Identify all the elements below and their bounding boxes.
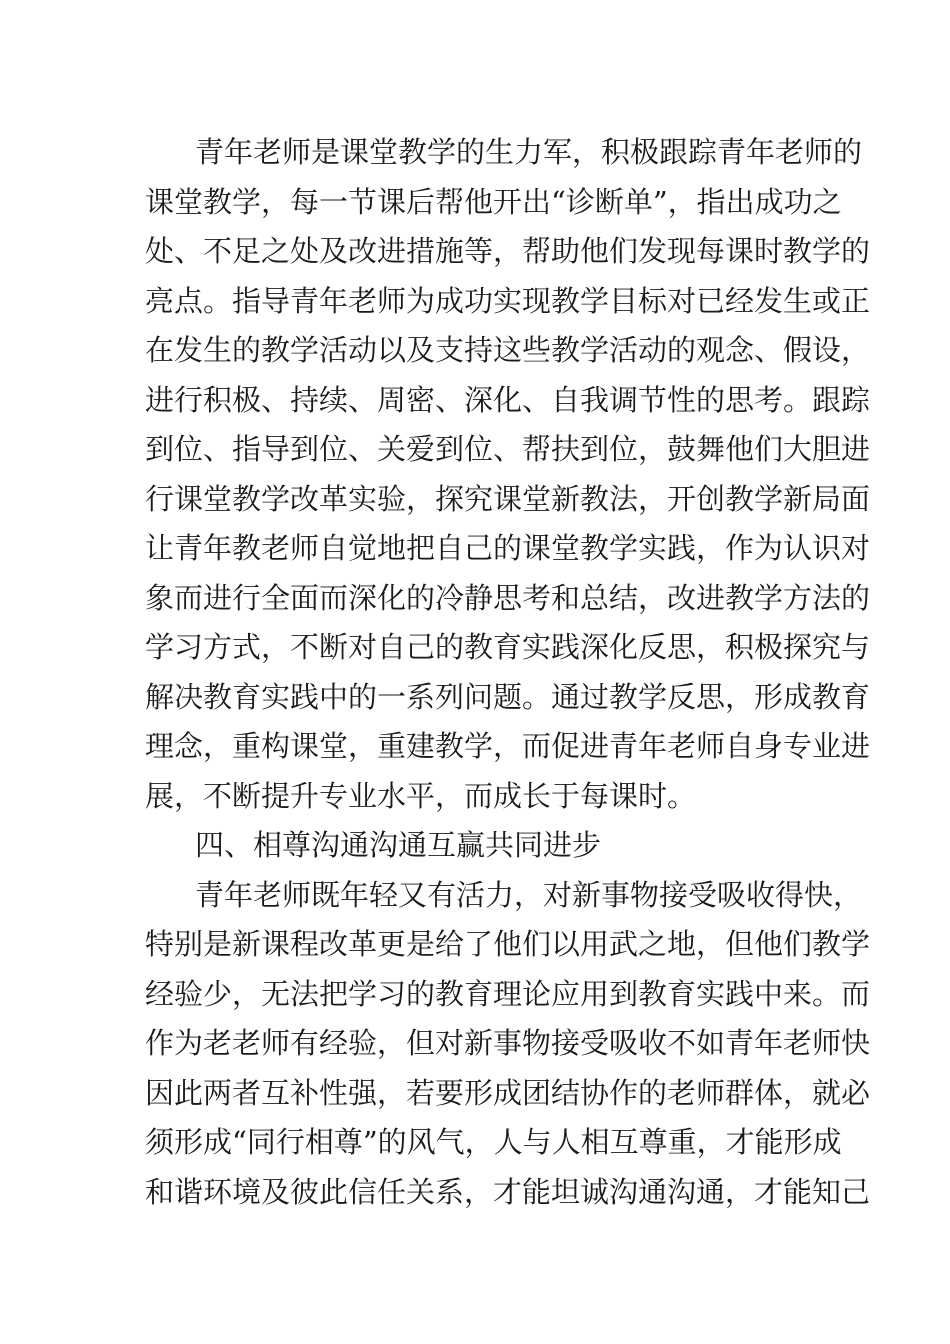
- paragraph-line: 让青年教老师自觉地把自己的课堂教学实践，作为认识对: [145, 531, 871, 565]
- paragraph-line: 处、不足之处及改进措施等，帮助他们发现每课时教学的: [145, 234, 871, 268]
- paragraph-line: 因此两者互补性强，若要形成团结协作的老师群体，就必: [145, 1076, 871, 1110]
- paragraph-line: 理念，重构课堂，重建教学，而促进青年老师自身专业进: [145, 729, 871, 763]
- paragraph-line: 到位、指导到位、关爱到位、帮扶到位，鼓舞他们大胆进: [145, 432, 871, 466]
- paragraph-line: 课堂教学，每一节课后帮他开出“诊断单”，指出成功之: [145, 185, 842, 219]
- paragraph-line: 解决教育实践中的一系列问题。通过教学反思，形成教育: [145, 680, 871, 714]
- paragraph-line: 行课堂教学改革实验，探究课堂新教法，开创教学新局面: [145, 482, 871, 516]
- paragraph-line: 特别是新课程改革更是给了他们以用武之地，但他们教学: [145, 927, 871, 961]
- paragraph-line: 象而进行全面而深化的冷静思考和总结，改进教学方法的: [145, 581, 871, 615]
- paragraph-line: 经验少，无法把学习的教育理论应用到教育实践中来。而: [145, 977, 871, 1011]
- paragraph-line: 学习方式，不断对自己的教育实践深化反思，积极探究与: [145, 630, 871, 664]
- paragraph-line: 须形成“同行相尊”的风气，人与人相互尊重，才能形成: [145, 1125, 842, 1159]
- paragraph-line: 作为老老师有经验，但对新事物接受吸收不如青年老师快: [145, 1026, 871, 1060]
- paragraph-line: 亮点。指导青年老师为成功实现教学目标对已经发生或正: [145, 284, 871, 318]
- paragraph-line: 展，不断提升专业水平，而成长于每课时。: [145, 779, 697, 813]
- paragraph-line: 进行积极、持续、周密、深化、自我调节性的思考。跟踪: [145, 383, 871, 417]
- paragraph-line: 和谐环境及彼此信任关系，才能坦诚沟通沟通，才能知己: [145, 1175, 871, 1209]
- paragraph-line: 青年老师是课堂教学的生力军，积极跟踪青年老师的: [195, 135, 863, 169]
- paragraph-line: 在发生的教学活动以及支持这些教学活动的观念、假设，: [145, 333, 871, 367]
- section-heading: 四、相尊沟通沟通互赢共同进步: [195, 828, 602, 862]
- paragraph-line: 青年老师既年轻又有活力，对新事物接受吸收得快，: [195, 878, 863, 912]
